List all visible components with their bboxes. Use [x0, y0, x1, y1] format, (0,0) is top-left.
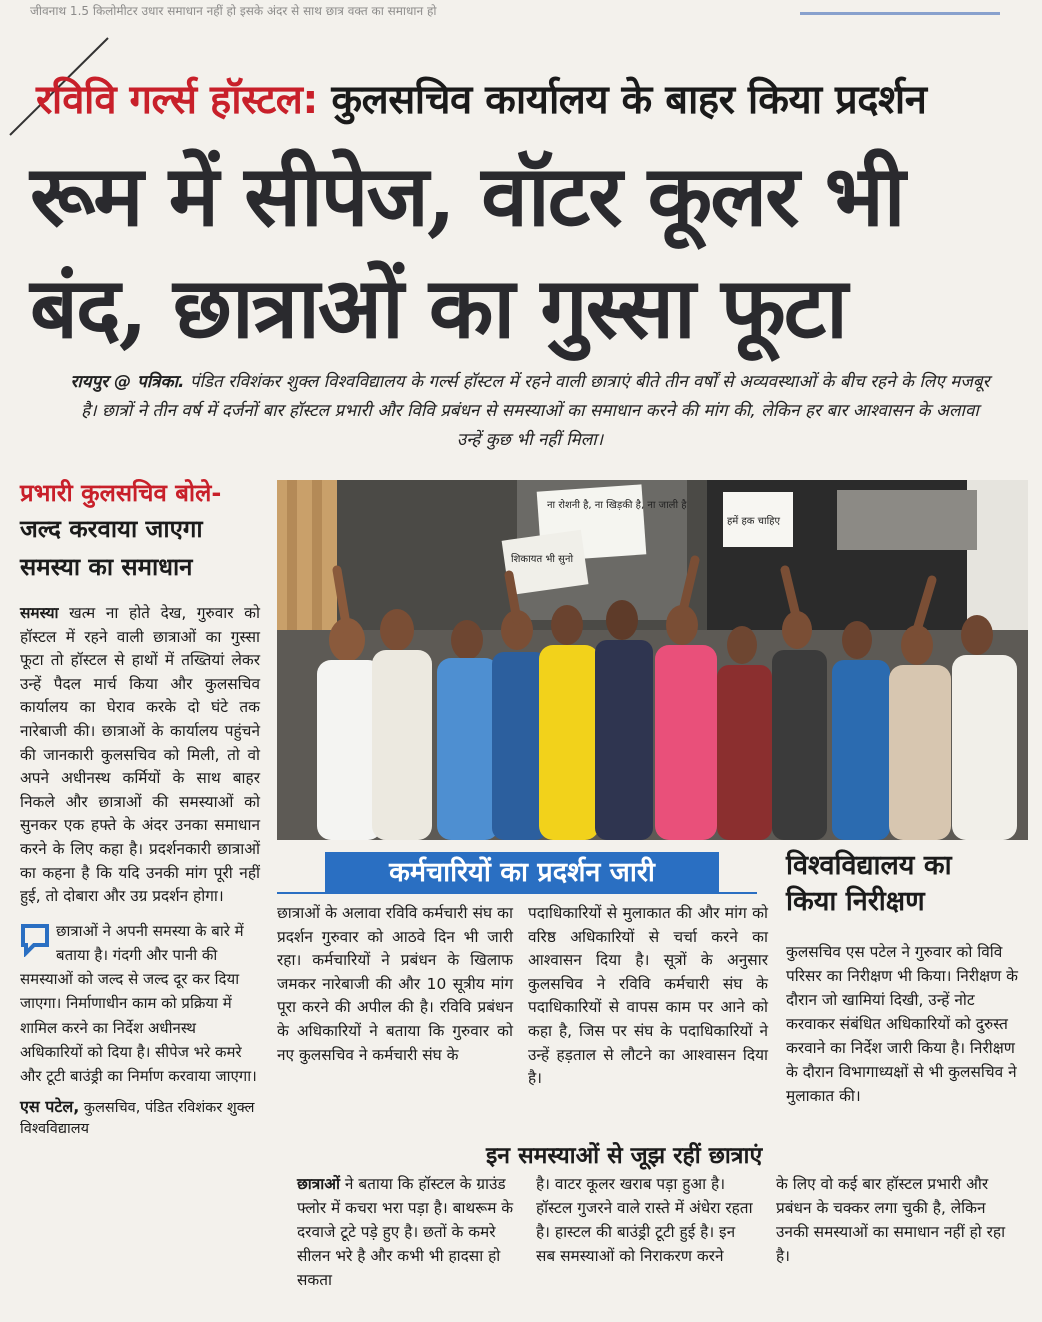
problems-col-1	[297, 1172, 522, 1292]
inspection-heading-1: विश्वविद्यालय का	[786, 850, 952, 881]
top-cropped-text: जीवनाथ 1.5 किलोमीटर उधार समाधान नहीं हो इसके अंदर से साथ छात्र वक्त का समाधान हो	[30, 4, 437, 18]
signature-name: एस पटेल,	[20, 1097, 80, 1117]
headline-line-1: रूम में सीपेज, वॉटर कूलर भी	[30, 146, 904, 245]
left-column	[20, 476, 260, 1140]
main-headline	[30, 140, 1020, 364]
kicker-dark: कुलसचिव कार्यालय के बाहर किया प्रदर्शन	[317, 77, 927, 123]
quote-text: छात्राओं ने अपनी समस्या के बारे में बताया है। गंदगी और पानी की समस्याओं को जल्द से जल्द दूर कर दिया जाएगा। निर्माणाधीन काम को प्रक्रिया में शामिल करने का निर्देश अधीनस्थ अधिकारियों को दिया है। सीपेज भरे कमरे और टूटी बाउंड्री का निर्माण करवाया जाएगा।	[20, 921, 257, 1085]
intro-paragraph	[70, 368, 990, 455]
speech-bubble-icon	[20, 923, 50, 957]
kicker-line	[36, 70, 1036, 132]
employees-col-2: पदाधिकारियों से मुलाकात की और मांग को वरिष्ठ अधिकारियों से चर्चा करने का आश्वासन दिया है। सूत्रों के अनुसार कुलसचिव ने रविवि कर्मचारी संघ के पदाधिकारियों से वापस काम पर आने को कहा है, जिस पर संघ के पदाधिकारियों ने उन्हें हड़ताल से लौटने का आश्वासन दिया है।	[528, 904, 768, 1088]
left-body	[20, 602, 260, 909]
inspection-heading-2: किया निरीक्षण	[786, 886, 925, 917]
protest-photo-illustration	[277, 480, 1028, 840]
left-body-text: खत्म ना होते देख, गुरुवार को हॉस्टल में रहने वाली छात्राओं का गुस्सा फूटा तो हॉस्टल से हाथों में तख्तियां लेकर उन्हें पैदल मार्च किया और कुलसचिव कार्यालय का घेराव करके दो घंटे तक नारेबाजी की। छात्राओं के कार्यालय पहुंचने की जानकारी कुलसचिव को मिली, तो वो अपने अधीनस्थ कर्मियों के साथ बाहर निकले और छात्राओं की समस्याओं को सुनकर एक हफ्ते के अंदर उनका समाधान करने के लिए कहा है। प्रदर्शनकारी छात्राओं का कहना है कि यदि उनकी मांग पूरी नहीं हुई, तो दोबारा और उग्र प्रदर्शन होगा।	[20, 604, 260, 906]
kicker-red: रविवि गर्ल्स हॉस्टल:	[36, 77, 318, 123]
left-heading-line-2: जल्द करवाया जाएगा	[20, 515, 203, 543]
placard-3-text: हमें हक चाहिए	[727, 516, 781, 527]
headline-line-2: बंद, छात्राओं का गुस्सा फूटा	[30, 258, 846, 357]
employees-col-1: छात्राओं के अलावा रविवि कर्मचारी संघ का प्रदर्शन गुरुवार को आठवे दिन भी जारी रहा। कर्मचारियों ने प्रबंधन के खिलाफ जमकर नारेबाजी की और 10 सूत्रीय मांग पूरा करने की अपील की है। रविवि प्रबंधन के अधिकारियों ने बताया कि गुरुवार को नए कुलसचिव ने कर्मचारी संघ के	[277, 904, 513, 1064]
quote-block	[20, 919, 260, 1088]
placard-2-text: शिकायत भी सुनो	[511, 554, 574, 565]
employees-band-title: कर्मचारियों का प्रदर्शन जारी	[325, 852, 719, 894]
placard-1-text: ना रोशनी है, ना खिड़की है, ना जाली है	[547, 500, 687, 511]
problems-col-3: के लिए वो कई बार हॉस्टल प्रभारी और प्रबंधन के चक्कर लगा चुकी है, लेकिन उनकी समस्याओं का समाधान नहीं हो रहा है।	[776, 1175, 1006, 1265]
problems-col-2: है। वाटर कूलर खराब पड़ा हुआ है। हॉस्टल गुजरने वाले रास्ते में अंधेरा रहता है। हास्टल की बाउंड्री टूटी हुई है। इन सब समस्याओं को निराकरण करने	[536, 1175, 753, 1265]
inspection-body: कुलसचिव एस पटेल ने गुरुवार को विवि परिसर का निरीक्षण भी किया। निरीक्षण के दौरान जो खामियां दिखी, उन्हें नोट करवाकर संबंधित अधिकारियों को दुरुस्त करवाने का निर्देश जारी किया है। निरीक्षण के दौरान विभागाध्यक्षों से भी कुलसचिव ने मुलाकात की।	[786, 943, 1019, 1105]
placard-3	[723, 492, 793, 547]
band-rule	[277, 892, 757, 894]
inspection-column	[786, 848, 1024, 1108]
signature-title: कुलसचिव, पंडित रविशंकर शुक्ल विश्वविद्यालय	[20, 1100, 255, 1138]
top-rule	[800, 12, 1000, 15]
problems-heading: इन समस्याओं से जूझ रहीं छात्राएं	[486, 1143, 763, 1169]
protest-photo	[277, 480, 1028, 840]
dateline: रायपुर @ पत्रिका.	[70, 372, 185, 392]
left-lead-word: समस्या	[20, 604, 59, 622]
left-heading-line-3: समस्या का समाधान	[20, 553, 193, 581]
signature	[20, 1096, 260, 1140]
problems-col-1-text: ने बताया कि हॉस्टल के ग्राउंड फ्लोर में कचरा भरा पड़ा है। बाथरूम के दरवाजे टूटे पड़े हुए है। छतों के कमरे सीलन भरे है और कभी भी हादसा हो सकता	[297, 1175, 514, 1289]
intro-text: पंडित रविशंकर शुक्ल विश्वविद्यालय के गर्ल्स हॉस्टल में रहने वाली छात्राएं बीते तीन वर्षों से अव्यवस्थाओं के बीच रहने के लिए मजबूर है। छात्रों ने तीन वर्ष में दर्जनों बार हॉस्टल प्रभारी और विवि प्रबंधन से समस्याओं का समाधान करने की मांग की, लेकिन हर बार आश्वासन के अलावा उन्हें कुछ भी नहीं मिला।	[81, 372, 990, 450]
problems-lead-word: छात्राओं	[297, 1175, 340, 1193]
left-heading-red: प्रभारी कुलसचिव बोले-	[20, 479, 222, 507]
